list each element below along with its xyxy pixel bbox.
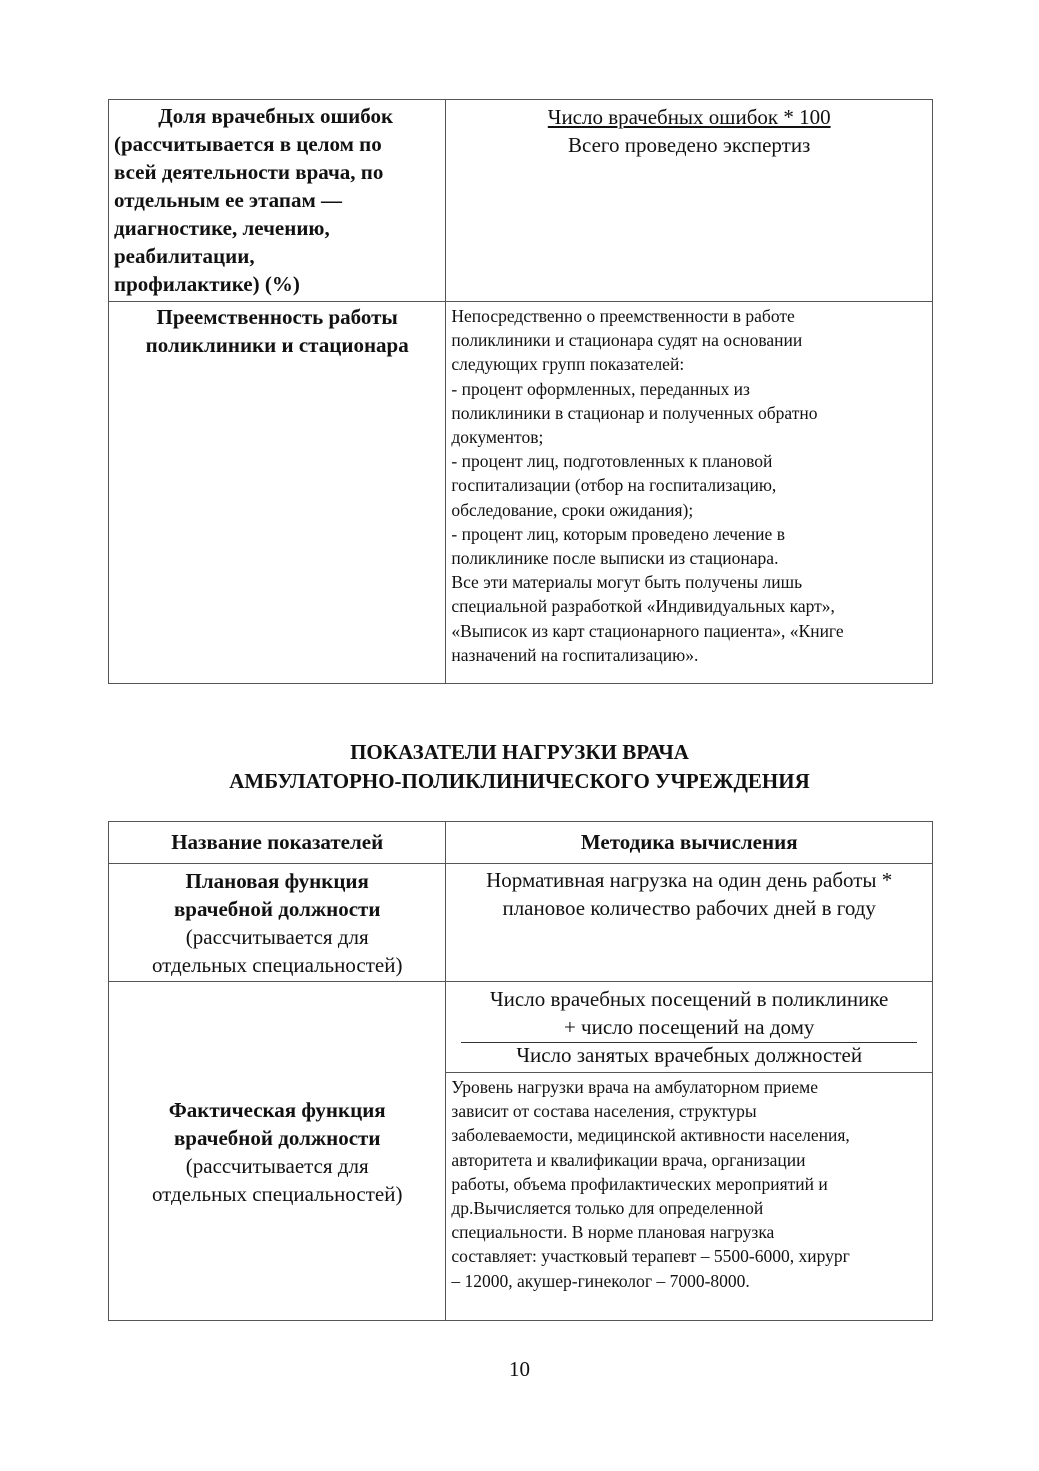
indicator-note-line: отдельных специальностей) [151,1181,403,1206]
description-line: поликлинике после выписки из стационара. [451,548,779,569]
indicator-note-line: (рассчитывается для [185,1153,369,1178]
formula-cell [446,100,933,302]
indicator-name-line: реабилитации, [114,244,255,268]
table-row [109,864,933,982]
indicator-name-line: Доля врачебных ошибок [158,104,394,128]
description-line: работы, объема профилактических мероприятий и [451,1173,828,1194]
description-line: - процент лиц, подготовленных к плановой [451,451,773,472]
column-header: Название показателей [109,822,446,864]
section-heading: ПОКАЗАТЕЛИ НАГРУЗКИ ВРАЧА [350,740,689,764]
description-line: заболеваемости, медицинской активности населения, [451,1125,850,1146]
formula-denominator: Всего проведено экспертиз [568,133,811,157]
fraction-denominator: Число занятых врачебных должностей [516,1043,863,1067]
formula-line: плановое количество рабочих дней в году [502,896,876,920]
description-line: зависит от состава населения, структуры [451,1101,757,1122]
fraction-numerator: + число посещений на дому [563,1015,815,1039]
doctor-workload-table [108,821,933,1321]
indicator-name-cell [109,302,446,684]
column-header: Методика вычисления [446,822,933,864]
description-line: назначений на госпитализацию». [451,644,699,665]
description-cell [446,302,933,684]
indicator-name-cell [109,864,446,982]
description-line: госпитализации (отбор на госпитализацию, [451,475,777,496]
formula-line: Нормативная нагрузка на один день работы * [486,868,893,892]
table-header-row [109,822,933,864]
indicator-name-line: диагностике, лечению, [114,216,330,240]
indicator-name-line: врачебной должности [173,897,381,921]
indicator-name-line: отдельным ее этапам — [114,188,343,212]
description-line: Непосредственно о преемственности в работе [451,306,795,326]
indicator-name-cell [109,100,446,302]
fraction-formula [446,982,932,1072]
formula-and-description-cell [446,982,933,1321]
description-line: «Выписок из карт стационарного пациента», «Книге [451,620,844,641]
description-line: Все эти материалы могут быть получены лишь [451,572,803,593]
description-line: обследование, сроки ожидания); [451,499,694,520]
indicator-name-line: Фактическая функция [168,1097,386,1122]
table-row [109,982,933,1321]
description-line: следующих групп показателей: [451,354,685,375]
indicator-name-line: Преемственность работы [156,305,398,329]
indicator-name-cell [109,982,446,1321]
description-line: авторитета и квалификации врача, организации [451,1149,806,1170]
description-line: Уровень нагрузки врача на амбулаторном приеме [451,1077,819,1097]
indicator-note-line: (рассчитывается для [185,925,369,949]
indicator-name-line: поликлиники и стационара [145,333,409,357]
table-row [109,302,933,684]
description-line: - процент лиц, которым проведено лечение в [451,523,785,544]
description-line: поликлиники в стационар и полученных обратно [451,402,818,423]
page-number: 10 [509,1357,530,1381]
description-line: документов; [451,427,544,448]
description-line: - процент оформленных, переданных из [451,378,750,399]
description-line: составляет: участковый терапевт – 5500-6000, хирург [451,1246,850,1267]
indicator-name-line: Плановая функция [185,869,369,893]
indicator-name-line: профилактике) (%) [114,272,300,296]
indicator-name-line: всей деятельности врача, по [114,160,384,184]
description-line: – 12000, акушер-гинеколог – 7000-8000. [451,1270,750,1291]
fraction-numerator: Число врачебных посещений в поликлинике [490,987,889,1011]
formula-numerator: Число врачебных ошибок * 100 [547,105,831,129]
indicator-note-line: отдельных специальностей) [151,953,403,977]
description-line: поликлиники и стационара судят на основании [451,330,803,351]
table-row [109,100,933,302]
description-line: специальности. В норме плановая нагрузка [451,1222,775,1243]
description-line: др.Вычисляется только для определенной [451,1198,764,1219]
section-heading: АМБУЛАТОРНО-ПОЛИКЛИНИЧЕСКОГО УЧРЕЖДЕНИЯ [229,769,810,793]
formula-cell [446,864,933,982]
description-line: специальной разработкой «Индивидуальных карт», [451,596,835,617]
indicator-name-line: врачебной должности [173,1125,381,1150]
description-block [446,1072,932,1299]
indicator-name-line: (рассчитывается в целом по [114,132,382,156]
indicators-table-continued [108,99,933,684]
